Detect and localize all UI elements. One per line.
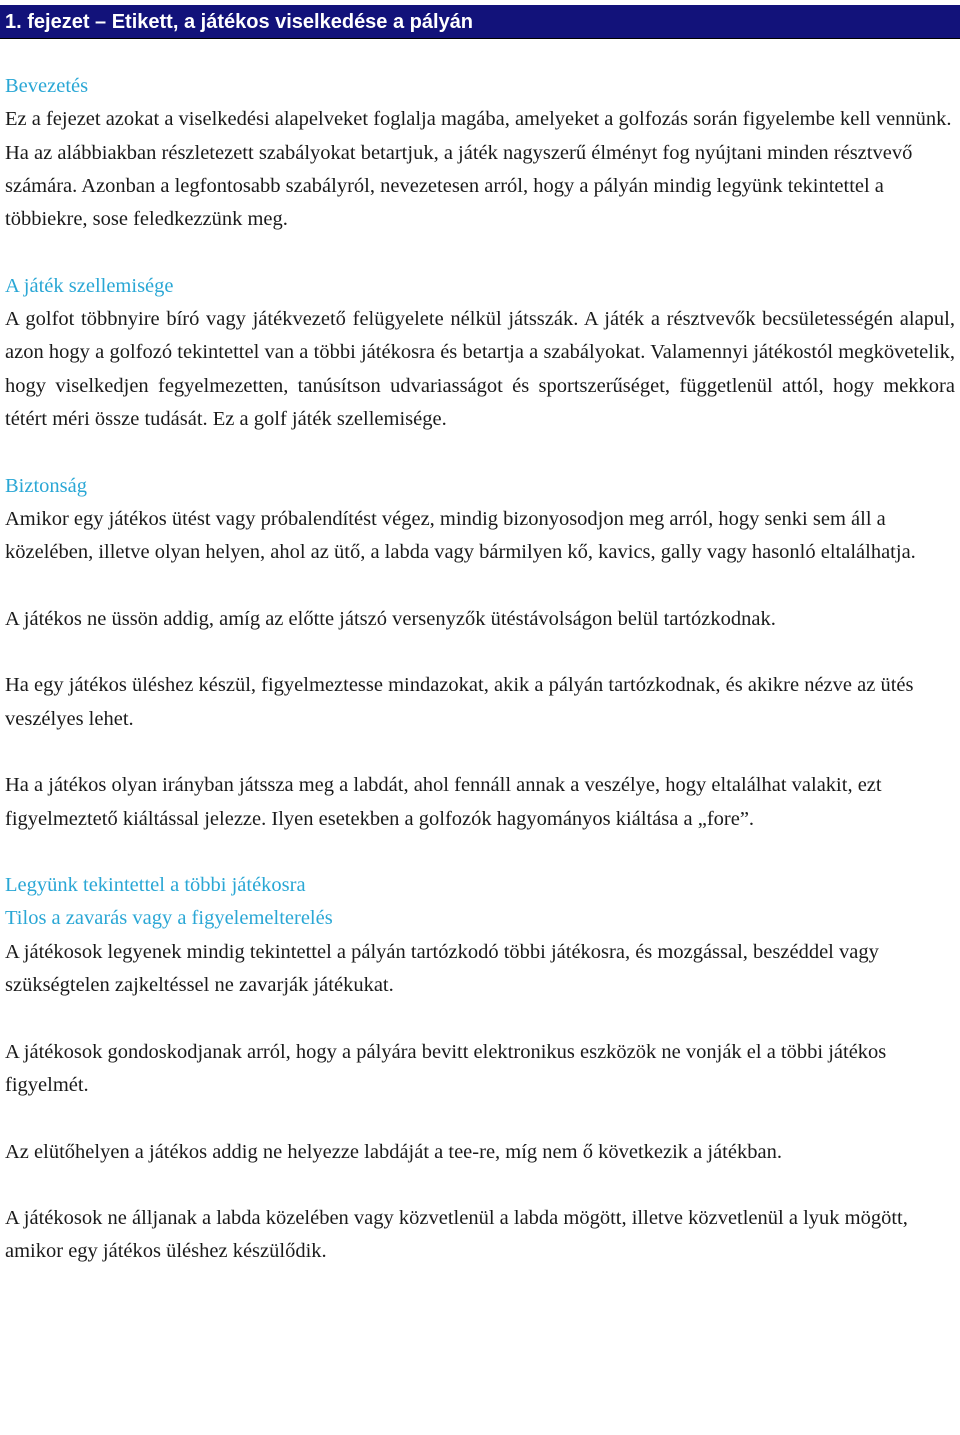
paragraph-consideration-1: A játékosok legyenek mindig tekintettel a pályán tartózkodó többi játékosra, és mozgással, beszéddel vagy szükségtelen zajkeltéssel ne zavarják játékukat. [5,940,879,997]
section-heading-spirit: A játék szellemisége [5,274,174,297]
paragraph-spirit: A golfot többnyire bíró vagy játékvezető felügyelete nélkül játsszák. A játék a résztvevők becsületességén alapul, azon hogy a golfozó tekintettel van a többi játékosra és betartja a szabályokat. Valamennyi játékostól megkövetelik, hogy viselkedjen fegyelmezetten, tanúsítson udvariasságot és sportszerűséget, függetlenül attól, hogy mekkora tétért méri össze tudását. Ez a golf játék szellemisége. [5,308,955,430]
section-subheading-no-distraction: Tilos a zavarás vagy a figyelemelterelés [5,907,333,930]
section-intro [5,70,955,236]
paragraph-safety-2: A játékos ne üssön addig, amíg az előtte játszó versenyzők ütéstávolságon belül tartózkodnak. [5,607,776,630]
paragraph-safety-3: Ha egy játékos üléshez készül, figyelmeztesse mindazokat, akik a pályán tartózkodnak, és akikre nézve az ütés veszélyes lehet. [5,674,914,730]
section-consideration [5,869,955,1269]
chapter-title: 1. fejezet – Etikett, a játékos viselkedése a pályán [5,11,474,33]
document-body [5,70,955,1269]
section-safety [5,470,955,836]
section-heading-consideration: Legyünk tekintettel a többi játékosra [5,874,306,897]
paragraph-safety-1: Amikor egy játékos ütést vagy próbalendítést végez, mindig bizonyosodjon meg arról, hogy senki sem áll a közelében, illetve olyan helyen, ahol az ütő, a labda vagy bármilyen kő, kavics, gally vagy hasonló eltalálhatja. [5,507,916,564]
section-heading-intro: Bevezetés [5,75,89,97]
chapter-header-bar [0,5,960,39]
section-heading-safety: Biztonság [5,474,87,497]
paragraph-consideration-3: Az elütőhelyen a játékos addig ne helyezze labdáját a tee-re, míg nem ő következik a játékban. [5,1140,782,1163]
paragraph-consideration-4: A játékosok ne álljanak a labda közelében vagy közvetlenül a labda mögött, illetve közvetlenül a lyuk mögött, amikor egy játékos üléshez készülődik. [5,1207,908,1263]
paragraph-consideration-2: A játékosok gondoskodjanak arról, hogy a pályára bevitt elektronikus eszközök ne vonják el a többi játékos figyelmét. [5,1040,887,1096]
section-spirit [5,270,955,436]
paragraph-safety-4: Ha a játékos olyan irányban játssza meg a labdát, ahol fennáll annak a veszélye, hogy eltalálhat valakit, ezt figyelmeztető kiáltással jelezze. Ilyen esetekben a golfozók hagyományos kiáltása a „fore”. [5,774,882,830]
paragraph-intro: Ez a fejezet azokat a viselkedési alapelveket foglalja magába, amelyeket a golfozás során figyelembe kell vennünk. Ha az alábbiakban részletezett szabályokat betartjuk, a játék nagyszerű élményt fog nyújtani minden résztvevő számára. Azonban a legfontosabb szabályról, nevezetesen arról, hogy a pályán mindig legyünk tekintettel a többiekre, sose feledkezzünk meg. [5,108,952,231]
